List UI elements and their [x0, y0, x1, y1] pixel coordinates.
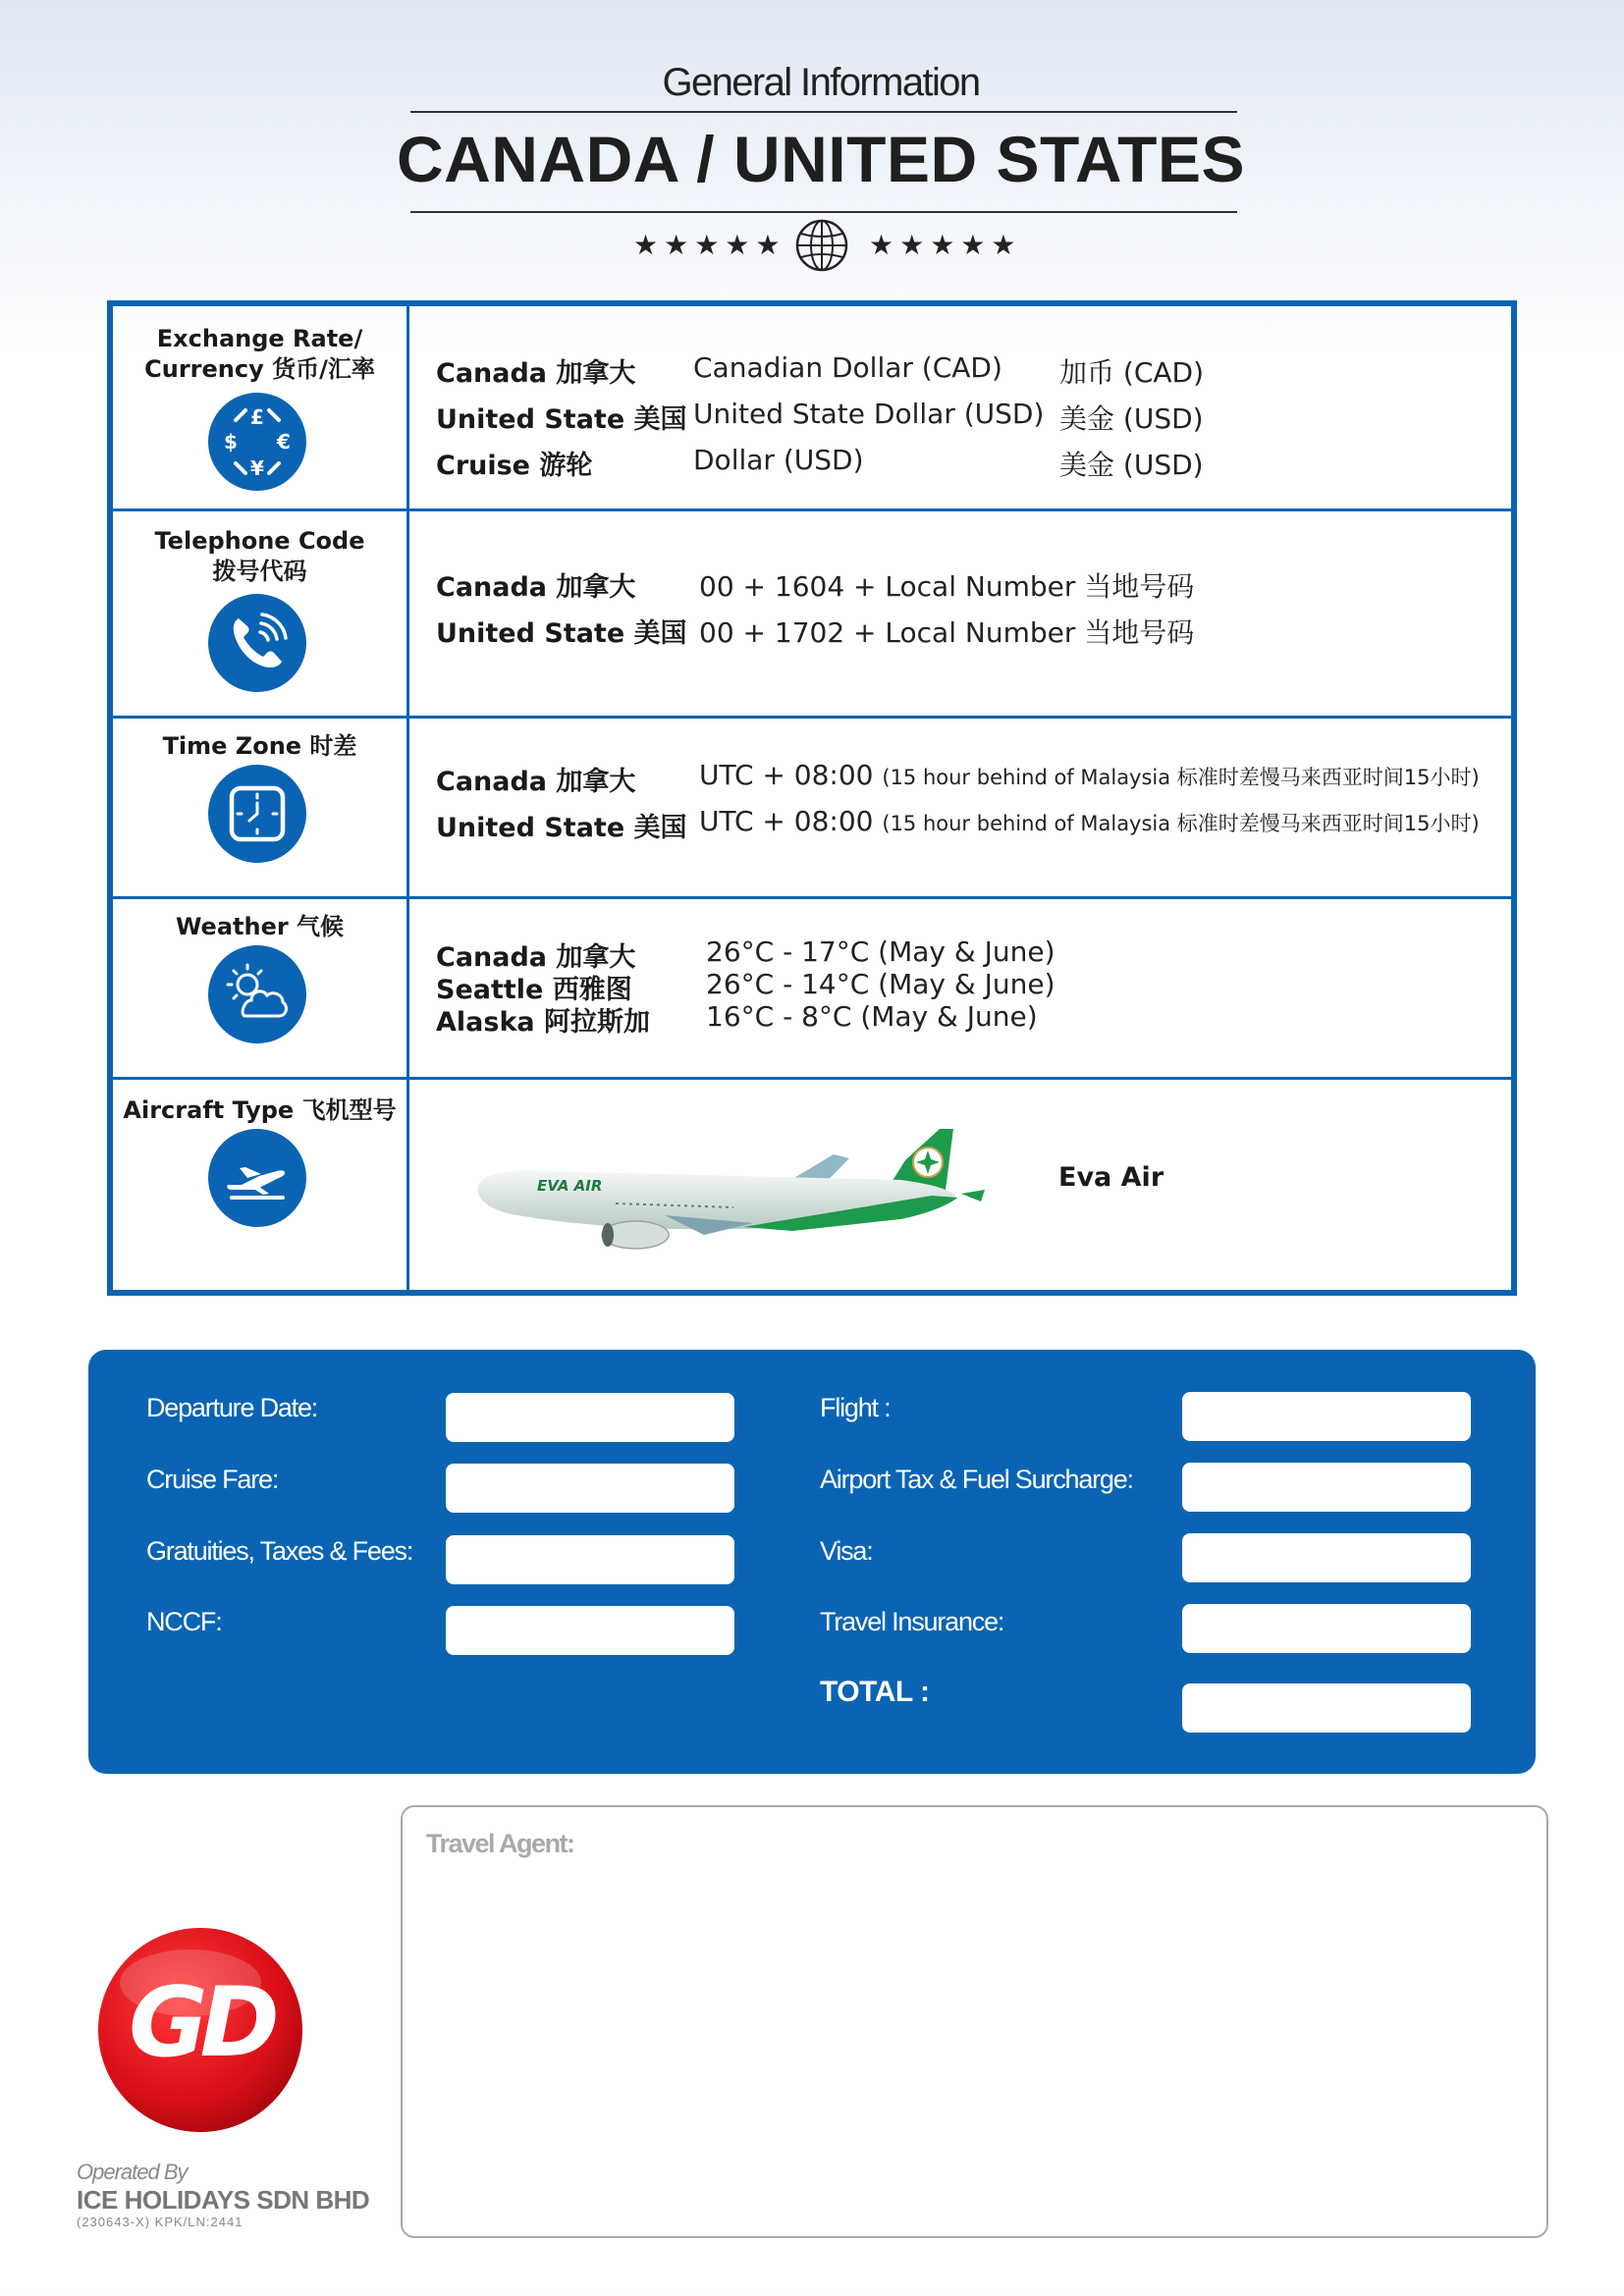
travel-insurance-label: Travel Insurance:: [820, 1607, 1004, 1636]
exchange-chinese-us: 美金 (USD): [1059, 402, 1204, 435]
telephone-place-canada: Canada 加拿大: [436, 572, 636, 603]
logo-text: GD: [129, 1967, 272, 2079]
airplane-takeoff-icon: [208, 1129, 306, 1227]
time-zone-label: Time Zone 时差: [162, 732, 357, 760]
page-title: CANADA / UNITED STATES: [396, 123, 1246, 195]
weather-icon: [208, 945, 306, 1043]
cruise-fare-label: Cruise Fare:: [146, 1465, 279, 1494]
table-column-divider: [406, 306, 409, 1290]
travel-agent-box[interactable]: [401, 1805, 1548, 2238]
exchange-currency-cruise: Dollar (USD): [693, 444, 864, 476]
airport-tax-field[interactable]: [1182, 1463, 1471, 1512]
header-bottom-rule: [410, 211, 1237, 213]
visa-field[interactable]: [1182, 1533, 1471, 1582]
airline-name: Eva Air: [1058, 1162, 1164, 1193]
timezone-place-us: United State 美国: [436, 813, 687, 843]
weather-place-seattle: Seattle 西雅图: [436, 975, 632, 1005]
page-subtitle: General Information: [662, 61, 980, 104]
exchange-place-canada: Canada 加拿大: [436, 358, 636, 389]
registration-number: (230643-X) KPK/LN:2441: [77, 2215, 244, 2229]
departure-date-field[interactable]: [446, 1393, 734, 1442]
nccf-field[interactable]: [446, 1606, 734, 1655]
exchange-currency-canada: Canadian Dollar (CAD): [693, 351, 1002, 384]
gratuities-field[interactable]: [446, 1535, 734, 1584]
table-row-divider: [113, 896, 1511, 899]
stars-right: ★★★★★: [869, 229, 1022, 261]
exchange-chinese-cruise: 美金 (USD): [1059, 449, 1204, 481]
weather-temp-seattle: 26°C - 14°C (May & June): [706, 968, 1056, 1000]
exchange-place-cruise: Cruise 游轮: [436, 451, 593, 481]
gd-logo: [96, 1926, 304, 2134]
gratuities-label: Gratuities, Taxes & Fees:: [146, 1536, 413, 1566]
departure-date-label: Departure Date:: [146, 1393, 318, 1422]
stars-left: ★★★★★: [633, 229, 786, 261]
svg-text:¥: ¥: [250, 456, 264, 480]
currency-exchange-icon: [208, 393, 306, 491]
aircraft-type-label: Aircraft Type 飞机型号: [123, 1096, 397, 1124]
cruise-fare-field[interactable]: [446, 1464, 734, 1513]
exchange-rate-label: Exchange Rate/ Currency 货币/汇率: [144, 325, 375, 383]
pricing-panel: [88, 1350, 1536, 1774]
travel-agent-label: Travel Agent:: [426, 1829, 574, 1858]
weather-temp-canada: 26°C - 17°C (May & June): [706, 935, 1056, 968]
weather-place-alaska: Alaska 阿拉斯加: [436, 1007, 651, 1038]
telephone-place-us: United State 美国: [436, 618, 687, 649]
table-row-divider: [113, 716, 1511, 719]
phone-icon: [208, 594, 306, 692]
svg-text:£: £: [250, 405, 264, 429]
svg-text:$: $: [224, 430, 238, 454]
exchange-currency-us: United State Dollar (USD): [693, 398, 1045, 430]
header-top-rule: [410, 111, 1237, 113]
plane-livery-text: EVA AIR: [537, 1177, 603, 1195]
operated-by-label: Operated By: [77, 2160, 188, 2184]
total-label: TOTAL :: [820, 1676, 930, 1708]
visa-label: Visa:: [820, 1536, 873, 1566]
weather-place-canada: Canada 加拿大: [436, 942, 636, 973]
telephone-code-canada: 00 + 1604 + Local Number 当地号码: [699, 570, 1195, 603]
telephone-code-us: 00 + 1702 + Local Number 当地号码: [699, 616, 1195, 649]
weather-label: Weather 气候: [175, 913, 345, 940]
table-row-divider: [113, 1077, 1511, 1080]
airport-tax-label: Airport Tax & Fuel Surcharge:: [820, 1465, 1133, 1494]
weather-temp-alaska: 16°C - 8°C (May & June): [706, 1000, 1038, 1033]
svg-text:€: €: [277, 430, 291, 454]
info-table: [107, 300, 1517, 1296]
timezone-place-canada: Canada 加拿大: [436, 767, 636, 797]
clock-icon: [208, 765, 306, 863]
total-field[interactable]: [1182, 1683, 1471, 1733]
flight-label: Flight :: [820, 1393, 891, 1422]
eva-air-airplane-image: [468, 1125, 999, 1262]
globe-icon: [794, 218, 849, 273]
nccf-label: NCCF:: [146, 1607, 222, 1636]
table-row-divider: [113, 508, 1511, 511]
exchange-chinese-canada: 加币 (CAD): [1059, 356, 1205, 389]
flight-field[interactable]: [1182, 1392, 1471, 1441]
timezone-value-us: UTC + 08:00 (15 hour behind of Malaysia 标准时差慢马来西亚时间15小时): [699, 805, 1480, 837]
company-name: ICE HOLIDAYS SDN BHD: [77, 2185, 370, 2215]
timezone-value-canada: UTC + 08:00 (15 hour behind of Malaysia 标准时差慢马来西亚时间15小时): [699, 759, 1480, 791]
telephone-code-label: Telephone Code 拨号代码: [154, 527, 365, 585]
travel-insurance-field[interactable]: [1182, 1604, 1471, 1653]
exchange-place-us: United State 美国: [436, 404, 687, 435]
